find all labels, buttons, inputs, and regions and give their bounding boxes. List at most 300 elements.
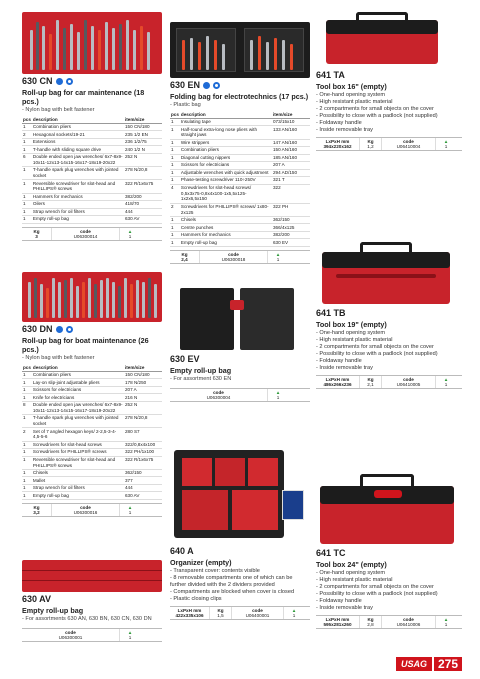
item-size-cell: 377 <box>124 477 162 485</box>
pack-qty: 1 <box>276 395 280 400</box>
pcs-cell: 1 <box>22 477 32 485</box>
item-size-cell: 150 CN/180 <box>124 123 162 131</box>
spec-table <box>22 628 162 642</box>
product-code: 630 AV <box>22 594 52 604</box>
product-code-header <box>170 546 310 556</box>
description-cell: Empty roll-up bag <box>32 216 124 224</box>
kg-value: 3,2 <box>33 509 40 515</box>
pcs-cell: 1 <box>22 193 32 201</box>
product-code: 641 TB <box>316 308 346 318</box>
code-label: code <box>228 251 239 257</box>
feature-list <box>316 92 462 134</box>
pcs-cell: 1 <box>170 118 180 126</box>
product-630en <box>170 22 310 264</box>
kg-label: Kg <box>33 504 40 510</box>
table-row <box>22 428 162 441</box>
pcs-cell: 2 <box>22 428 32 441</box>
dimensions-label: LxPxH mm <box>177 607 202 613</box>
description-cell: Hexagonal sockets/19-21 <box>32 131 124 139</box>
pack-qty: 1 <box>444 143 448 149</box>
pcs-cell: 1 <box>22 386 32 394</box>
description-cell: Empty roll-up bag <box>32 492 124 500</box>
pcs-cell: 1 <box>22 441 32 449</box>
dimensions-value: 486x266x236 <box>323 381 352 387</box>
feature-item: - Possibility to close with a padlock (not supplied) <box>316 350 438 357</box>
feature-item: - Transparent cover: contents visible <box>170 568 260 574</box>
product-title: Organizer (empty) <box>170 558 232 567</box>
item-size-cell: 150 CN/180 <box>124 371 162 379</box>
product-title: Empty roll-up bag <box>170 366 232 375</box>
pcs-cell: 1 <box>170 216 180 224</box>
pcs-cell: 1 <box>22 492 32 500</box>
pcs-cell: 1 <box>170 154 180 162</box>
product-code: 641 TA <box>316 70 345 80</box>
description-cell: Mallet <box>32 477 124 485</box>
feature-item: - Foldaway handle <box>316 357 362 364</box>
product-title: Roll-up bag for boat maintenance (26 pcs.) <box>22 336 149 354</box>
description-cell: Scissors for electricians <box>32 386 124 394</box>
col-item-size: item/size <box>272 111 310 118</box>
table-row <box>22 371 162 379</box>
product-code: 640 A <box>170 546 194 556</box>
feature-item: - High resistant plastic material <box>316 336 393 343</box>
folding-bag-photo <box>170 286 310 352</box>
pcs-cell: 1 <box>22 138 32 146</box>
item-size-cell: 630 AV <box>124 492 162 500</box>
item-size-cell: 444 <box>124 208 162 216</box>
item-size-cell: 216 N <box>124 394 162 402</box>
dimensions-label: LxPxH mm <box>325 616 350 622</box>
pcs-cell: 1 <box>22 216 32 224</box>
target-icon <box>213 82 220 89</box>
feature-item: - Foldaway handle <box>316 597 362 604</box>
pcs-cell: 1 <box>170 231 180 239</box>
item-size-cell: 322 PH/1x100 <box>124 449 162 457</box>
col-pcs: pcs <box>171 111 179 117</box>
code-label: code <box>213 390 224 395</box>
pcs-cell: 1 <box>170 126 180 139</box>
product-subtitle: - For assortment 630 EN <box>170 376 232 382</box>
product-code-header <box>22 324 162 334</box>
table-row <box>170 216 310 224</box>
table-row <box>22 401 162 414</box>
roll-bag-photo <box>22 12 162 74</box>
code-label: code <box>80 504 91 510</box>
product-code: 630 DN <box>22 324 53 334</box>
blue-dot-icon <box>56 78 63 85</box>
order-code: U06410006 <box>396 621 421 627</box>
col-item-size: item/size <box>124 364 162 371</box>
pack-icon: ▲ <box>275 390 281 395</box>
table-row <box>22 180 162 193</box>
description-cell: Reversible screwdriver for slot-head and PHILLIPS® screws <box>32 456 124 469</box>
item-size-cell: 366/4x125 <box>272 224 310 232</box>
organizer-photo <box>170 432 310 544</box>
table-row <box>170 139 310 147</box>
pcs-cell: 1 <box>22 394 32 402</box>
description-cell: Insulating tape <box>180 118 272 126</box>
dimensions-value: 394x220x162 <box>323 143 352 149</box>
spec-table <box>22 503 162 517</box>
product-title: Empty roll-up bag <box>22 606 84 615</box>
feature-item: - Possibility to close with a padlock (not supplied) <box>316 590 438 597</box>
target-icon <box>66 78 73 85</box>
item-size-cell: 150 AN/160 <box>272 147 310 155</box>
pack-qty: 1 <box>128 509 132 515</box>
order-code: U06300004 <box>206 395 231 400</box>
pcs-cell: 6 <box>22 153 32 166</box>
description-cell: Diagonal cutting nippers <box>180 154 272 162</box>
product-code-header <box>170 354 310 364</box>
roll-bag-photo <box>22 272 162 322</box>
kg-value: 3 <box>35 233 38 239</box>
table-row <box>22 193 162 201</box>
item-size-cell: 630 AV <box>124 216 162 224</box>
table-row <box>170 184 310 203</box>
code-label: code <box>403 138 414 144</box>
product-code-header <box>316 308 462 318</box>
pcs-cell: 1 <box>22 201 32 209</box>
feature-item: - Compartments are blocked when cover is closed <box>170 588 295 595</box>
kg-value: 1,5 <box>217 612 224 618</box>
item-size-cell: 240 1/2 N <box>124 146 162 154</box>
toolbox-photo <box>316 470 462 546</box>
description-cell: Set of 7 angled hexagon keys/ 2-2,5-3-4-4,5-5-6 <box>32 428 124 441</box>
feature-list <box>316 330 462 372</box>
item-size-cell: 278 N/20,8 <box>124 167 162 180</box>
code-label: code <box>65 630 76 635</box>
item-size-cell: 278 N/20,8 <box>124 415 162 428</box>
spec-table <box>170 388 310 402</box>
spec-table <box>22 227 162 241</box>
item-size-cell: 382/200 <box>272 231 310 239</box>
description-cell: Screwdrivers for PHILLIPS® screws/ 1x80-2x125 <box>180 203 272 216</box>
description-cell: Screwdrivers for slot-head screws/ 0,5x3x75-0,8x4x100-1x5,5x125-1x2x6,5x150 <box>180 184 272 203</box>
kg-value: 2,8 <box>367 621 374 627</box>
item-size-cell: 294 AD/150 <box>272 169 310 177</box>
description-cell: Double ended open jaw wrenches/ 6x7-8x9-10x11-12x13-14x15-16x17-18x19-20x22 <box>32 154 123 165</box>
col-description: description <box>32 116 124 123</box>
pcs-cell: 1 <box>22 456 32 469</box>
pcs-cell: 1 <box>22 208 32 216</box>
table-row <box>22 146 162 154</box>
item-size-cell: 322 R/1x6x75 <box>124 456 162 469</box>
kg-label: Kg <box>217 607 224 613</box>
order-code: U06300016 <box>73 509 98 515</box>
feature-item: - Inside removable tray <box>316 126 373 133</box>
dimensions-value: 595x281x260 <box>323 621 352 627</box>
items-table <box>22 116 162 224</box>
product-630ev <box>170 286 310 402</box>
col-description: description <box>180 111 272 118</box>
order-code: U06300014 <box>73 233 98 239</box>
pack-qty: 1 <box>444 621 448 627</box>
brand-logo: USAG <box>396 657 432 671</box>
product-title: Roll-up bag for car maintenance (18 pcs.) <box>22 88 145 106</box>
pack-icon: ▲ <box>443 138 449 144</box>
item-size-cell: 444 <box>124 484 162 492</box>
code-label: code <box>403 376 414 382</box>
table-row <box>22 131 162 139</box>
order-code: U06400001 <box>245 612 270 618</box>
description-cell: T-handle spark plug wrenches with jointed socket <box>32 415 124 428</box>
feature-item: - Inside removable tray <box>316 364 373 371</box>
feature-item: - Foldaway handle <box>316 119 362 126</box>
dimensions-value: 422x335x106 <box>175 612 204 618</box>
table-row <box>22 477 162 485</box>
description-cell: T-handle with sliding square drive <box>32 146 124 154</box>
blue-dot-icon <box>56 326 63 333</box>
col-pcs: pcs <box>23 364 31 370</box>
spec-table <box>316 615 462 629</box>
description-cell: Screwdrivers for slot-head screws <box>32 441 124 449</box>
feature-item: - 2 compartments for small objects on the cover <box>316 105 434 112</box>
order-code: U06410004 <box>396 143 421 149</box>
pcs-cell: 1 <box>170 169 180 177</box>
pack-qty: 1 <box>444 381 448 387</box>
table-row <box>170 162 310 170</box>
product-code: 641 TC <box>316 548 346 558</box>
item-size-cell: 073/15x10 <box>272 118 310 126</box>
description-cell: Adjustable wrenches with quick adjustment <box>180 169 272 177</box>
feature-item: - Inside removable tray <box>316 604 373 611</box>
dimensions-label: LxPxH mm <box>325 376 350 382</box>
pcs-cell: 1 <box>22 167 32 180</box>
product-630cn <box>22 12 162 241</box>
product-title: Tool box 19" (empty) <box>316 320 387 329</box>
pack-icon: ▲ <box>443 376 449 382</box>
spec-table <box>316 137 462 151</box>
kg-value: 2,1 <box>367 381 374 387</box>
table-row <box>170 126 310 139</box>
description-cell: Lay-on slip-joint adjustable pliers <box>32 379 124 387</box>
order-code: U06300018 <box>221 256 246 262</box>
description-cell: Chisels <box>32 469 124 477</box>
product-title: Tool box 16" (empty) <box>316 82 387 91</box>
pcs-cell: 1 <box>22 469 32 477</box>
item-size-cell: 147 AN/160 <box>272 139 310 147</box>
pcs-cell: 2 <box>22 131 32 139</box>
pcs-cell: 1 <box>22 180 32 193</box>
kg-value: 1,2 <box>367 143 374 149</box>
col-description: description <box>32 364 124 371</box>
pack-qty: 1 <box>276 256 280 262</box>
pcs-cell: 1 <box>170 177 180 185</box>
product-641ta <box>316 10 462 151</box>
product-code-header <box>316 70 462 80</box>
description-cell: Half-round extra-long nose pliers with straight jaws <box>180 126 272 139</box>
product-code: 630 EV <box>170 354 200 364</box>
product-code: 630 CN <box>22 76 53 86</box>
pack-icon: ▲ <box>127 228 133 234</box>
feature-item: - 8 removable compartments one of which can be further divided with the 2 dividers provided <box>170 574 293 588</box>
product-630dn <box>22 272 162 517</box>
feature-item: - One-hand opening system <box>316 92 386 98</box>
description-cell: Scissors for electricians <box>180 162 272 170</box>
table-row <box>22 386 162 394</box>
kg-value: 2,4 <box>181 256 188 262</box>
toolbox-photo <box>316 10 462 68</box>
item-size-cell: 178 N/250 <box>124 379 162 387</box>
feature-item: - 2 compartments for small objects on the cover <box>316 343 434 350</box>
table-row <box>22 153 162 166</box>
product-subtitle: - Nylon bag with belt fastener <box>22 107 95 113</box>
description-cell: Screwdrivers for PHILLIPS® screws <box>32 449 124 457</box>
table-row <box>170 239 310 247</box>
table-row <box>170 118 310 126</box>
description-cell: Phase-testing screwdriver 110÷250V <box>180 177 272 185</box>
product-code-header <box>316 548 462 558</box>
pack-qty: 1 <box>128 233 132 239</box>
description-cell: Strap wrench for oil filters <box>32 484 124 492</box>
table-row <box>22 201 162 209</box>
spec-table <box>170 606 310 620</box>
table-row <box>170 203 310 216</box>
table-row <box>22 441 162 449</box>
product-title: Tool box 24" (empty) <box>316 560 387 569</box>
page-footer <box>396 657 462 671</box>
toolbox-photo <box>316 236 462 306</box>
pcs-cell: 1 <box>22 484 32 492</box>
description-cell: Centre punches <box>180 224 272 232</box>
feature-item: - 2 compartments for small objects on the cover <box>316 583 434 590</box>
pack-icon: ▲ <box>127 504 133 510</box>
col-item-size: item/size <box>124 116 162 123</box>
pcs-cell: 2 <box>170 203 180 216</box>
table-row <box>22 394 162 402</box>
table-row <box>22 216 162 224</box>
description-cell: Strap wrench for oil filters <box>32 208 124 216</box>
code-label: code <box>80 228 91 234</box>
table-row <box>170 147 310 155</box>
description-cell: Empty roll-up bag <box>180 239 272 247</box>
pack-icon: ▲ <box>443 616 449 622</box>
description-cell: Chisels <box>180 216 272 224</box>
pcs-cell: 1 <box>22 415 32 428</box>
description-cell: Combination pliers <box>32 123 124 131</box>
product-630av <box>22 560 162 642</box>
product-code-header <box>170 80 310 90</box>
feature-item: - One-hand opening system <box>316 330 386 336</box>
pack-qty: 1 <box>128 635 132 640</box>
pcs-cell: 1 <box>170 139 180 147</box>
pcs-cell: 8 <box>22 401 32 414</box>
feature-list <box>316 570 462 612</box>
spec-table <box>170 250 310 264</box>
target-icon <box>66 326 73 333</box>
order-code: U06300001 <box>58 635 83 640</box>
code-label: code <box>403 616 414 622</box>
item-size-cell: 362/150 <box>272 216 310 224</box>
item-size-cell: 207 A <box>124 386 162 394</box>
pcs-cell: 1 <box>170 224 180 232</box>
table-row <box>22 492 162 500</box>
description-cell: Combination pliers <box>32 371 124 379</box>
kg-label: Kg <box>367 616 374 622</box>
item-size-cell: 362/150 <box>124 469 162 477</box>
item-size-cell: 252 N <box>124 153 162 166</box>
pcs-cell: 1 <box>22 146 32 154</box>
product-subtitle: - For assortments 630 AN, 630 BN, 630 CN, 630 DN <box>22 616 152 622</box>
description-cell: Combination pliers <box>180 147 272 155</box>
table-row <box>22 415 162 428</box>
pack-qty: 1 <box>292 612 296 618</box>
product-title: Folding bag for electrotechnics (17 pcs.) <box>170 92 309 101</box>
product-code-header <box>22 76 162 86</box>
pcs-cell: 4 <box>170 184 180 203</box>
table-row <box>22 138 162 146</box>
pcs-cell: 1 <box>22 449 32 457</box>
kg-label: Kg <box>367 138 374 144</box>
feature-item: - Possibility to close with a padlock (not supplied) <box>316 112 438 119</box>
roll-bag-photo <box>22 560 162 592</box>
feature-item: - One-hand opening system <box>316 570 386 576</box>
folding-bag-photo <box>170 22 310 78</box>
feature-item: - High resistant plastic material <box>316 98 393 105</box>
table-row <box>170 169 310 177</box>
product-640a <box>170 432 310 620</box>
pcs-cell: 1 <box>170 162 180 170</box>
item-size-cell: 322 R/1x6x75 <box>124 180 162 193</box>
page-number: 275 <box>434 657 462 671</box>
order-code: U06410005 <box>396 381 421 387</box>
table-row <box>170 154 310 162</box>
kg-label: Kg <box>33 228 40 234</box>
feature-item: - High resistant plastic material <box>316 576 393 583</box>
kg-label: Kg <box>367 376 374 382</box>
code-label: code <box>252 607 263 613</box>
item-size-cell: 280 S7 <box>124 428 162 441</box>
blue-dot-icon <box>203 82 210 89</box>
table-row <box>22 208 162 216</box>
pack-icon: ▲ <box>275 251 281 257</box>
pack-icon: ▲ <box>127 630 133 635</box>
item-size-cell: 235 1/2 EN <box>124 131 162 139</box>
pack-icon: ▲ <box>291 607 297 613</box>
product-641tb <box>316 236 462 389</box>
product-code-header <box>22 594 162 604</box>
pcs-cell: 1 <box>22 123 32 131</box>
description-cell: Extensions <box>32 138 124 146</box>
product-subtitle: - Nylon bag with belt fastener <box>22 355 95 361</box>
col-pcs: pcs <box>23 116 31 122</box>
item-size-cell: 133 AN/160 <box>272 126 310 139</box>
item-size-cell: 418/70 <box>124 201 162 209</box>
dimensions-label: LxPxH mm <box>325 138 350 144</box>
pcs-cell: 1 <box>170 239 180 247</box>
description-cell: Hammers for mechanics <box>180 231 272 239</box>
feature-item: - Plastic closing clips <box>170 595 222 602</box>
product-subtitle: - Plastic bag <box>170 102 201 108</box>
product-641tc <box>316 470 462 629</box>
item-size-cell: 321 T <box>272 177 310 185</box>
item-size-cell: 185 AN/160 <box>272 154 310 162</box>
item-size-cell: 252 N <box>124 401 162 414</box>
description-cell: Double ended open jaw wrenches/ 6x7-8x9-10x11-12x13-14x15-16x17-18x19-20x22 <box>32 402 123 413</box>
item-size-cell: 236 1/2/75 <box>124 138 162 146</box>
table-row <box>170 177 310 185</box>
table-row <box>170 224 310 232</box>
description-cell: Reversible screwdriver for slot-head and PHILLIPS® screws <box>32 180 124 193</box>
description-cell: Oilers <box>32 201 124 209</box>
pcs-cell: 1 <box>22 371 32 379</box>
table-row <box>170 231 310 239</box>
description-cell: Hammers for mechanics <box>32 193 124 201</box>
items-table <box>170 111 310 247</box>
item-size-cell: 382/200 <box>124 193 162 201</box>
table-row <box>22 123 162 131</box>
description-cell: Wire strippers <box>180 139 272 147</box>
